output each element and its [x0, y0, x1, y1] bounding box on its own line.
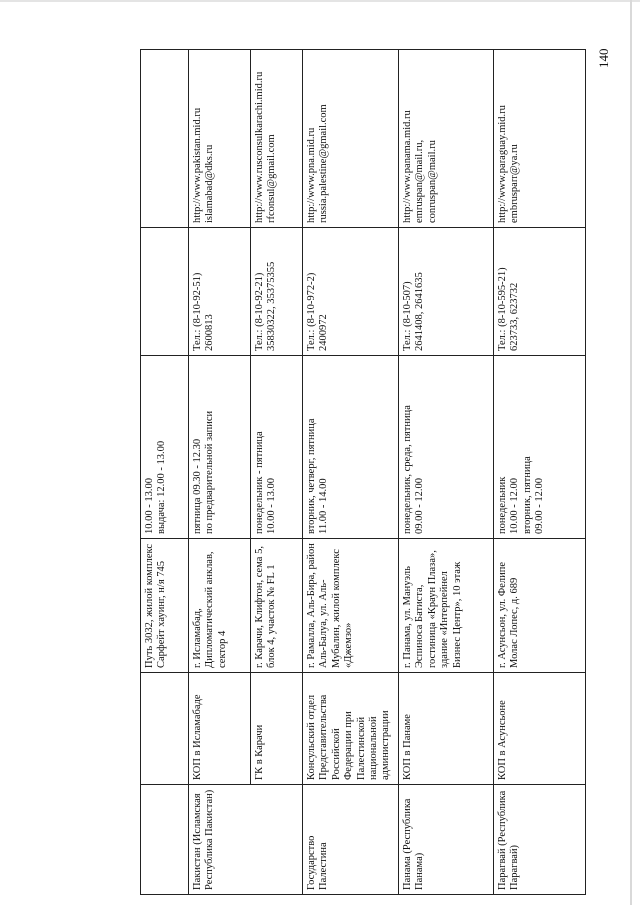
consular-offices-table — [140, 49, 586, 895]
address-cell: г. Исламабад, Дипломатический анклав, сектор 4 — [189, 539, 251, 673]
table-row — [251, 50, 303, 895]
office-cell: КОП в Панаме — [399, 673, 494, 785]
country-cell — [141, 785, 189, 895]
table-row — [189, 50, 251, 895]
address-cell: г. Асунсьон, ул. Фелипе Молас Лопес, д. 689 — [494, 539, 586, 673]
phone-cell: Тел.: (8-10-92-51) 2600813 — [189, 228, 251, 356]
address-cell: г. Рамалла, Аль-Бира, район Аль-Балуа, ул. Аль-Мубалин, жилой комплекс «Джемзо» — [303, 539, 399, 673]
office-cell — [141, 673, 189, 785]
hours-cell: 10.00 - 13.00 выдача: 12.00 - 13.00 — [141, 356, 189, 539]
web-cell: http://www.pna.mid.ru russia.palestine@gmail.com — [303, 50, 399, 228]
country-cell: Парагвай (Республика Парагвай) — [494, 785, 586, 895]
web-cell: http://www.pakistan.mid.ru islamabad@dks.ru — [189, 50, 251, 228]
phone-cell — [141, 228, 189, 356]
address-cell: г. Карачи, Клифтон, сема 5, блок 4, участок № FL 1 — [251, 539, 303, 673]
web-cell: http://www.panama.mid.ru emruspan@mail.ru, conruspan@mail.ru — [399, 50, 494, 228]
page-edge — [630, 0, 632, 905]
country-cell: Пакистан (Исламская Республика Пакистан) — [189, 785, 303, 895]
table-row — [494, 50, 586, 895]
phone-cell: Тел.: (8-10-972-2) 2400972 — [303, 228, 399, 356]
table-row — [141, 50, 189, 895]
rotated-table-container — [140, 50, 585, 895]
table-row — [399, 50, 494, 895]
web-cell: http://www.rusconsulkarachi.mid.ru rfconsul@gmail.com — [251, 50, 303, 228]
phone-cell: Тел.: (8-10-595-21) 623733, 623732 — [494, 228, 586, 356]
hours-cell: понедельник, среда, пятница 09.00 - 12.00 — [399, 356, 494, 539]
office-cell: КОП в Асунсьоне — [494, 673, 586, 785]
web-cell: http://www.paraguay.mid.ru embrusparr@ya.ru — [494, 50, 586, 228]
office-cell: Консульский отдел Представительства Российской Федерации при Палестинской национальной администрации — [303, 673, 399, 785]
office-cell: КОП в Исламабаде — [189, 673, 251, 785]
country-cell: Государство Палестина — [303, 785, 399, 895]
table-row — [303, 50, 399, 895]
hours-cell: понедельник 10.00 - 12.00 вторник, пятница 09.00 - 12.00 — [494, 356, 586, 539]
address-cell: г. Панама, ул. Мануэль Эспиноса Батиста, гостиница «Краун Плаза», здание «Интерпейнел Бизнес Центр», 10 этаж — [399, 539, 494, 673]
page-number: 140 — [596, 48, 611, 68]
phone-cell: Тел.: (8-10-507) 2641408, 2641635 — [399, 228, 494, 356]
phone-cell: Тел.: (8-10-92-21) 35830322, 35375355 — [251, 228, 303, 356]
country-cell: Панама (Республика Панама) — [399, 785, 494, 895]
hours-cell: пятница 09.30 - 12.30 по предварительной записи — [189, 356, 251, 539]
address-cell: Путь 3032, жилой комплекс Сарфейт хауинг, н/я 745 — [141, 539, 189, 673]
office-cell: ГК в Карачи — [251, 673, 303, 785]
page-edge — [0, 0, 640, 2]
hours-cell: вторник, четверг, пятница 11.00 - 14.00 — [303, 356, 399, 539]
hours-cell: понедельник - пятница 10.00 - 13.00 — [251, 356, 303, 539]
web-cell — [141, 50, 189, 228]
